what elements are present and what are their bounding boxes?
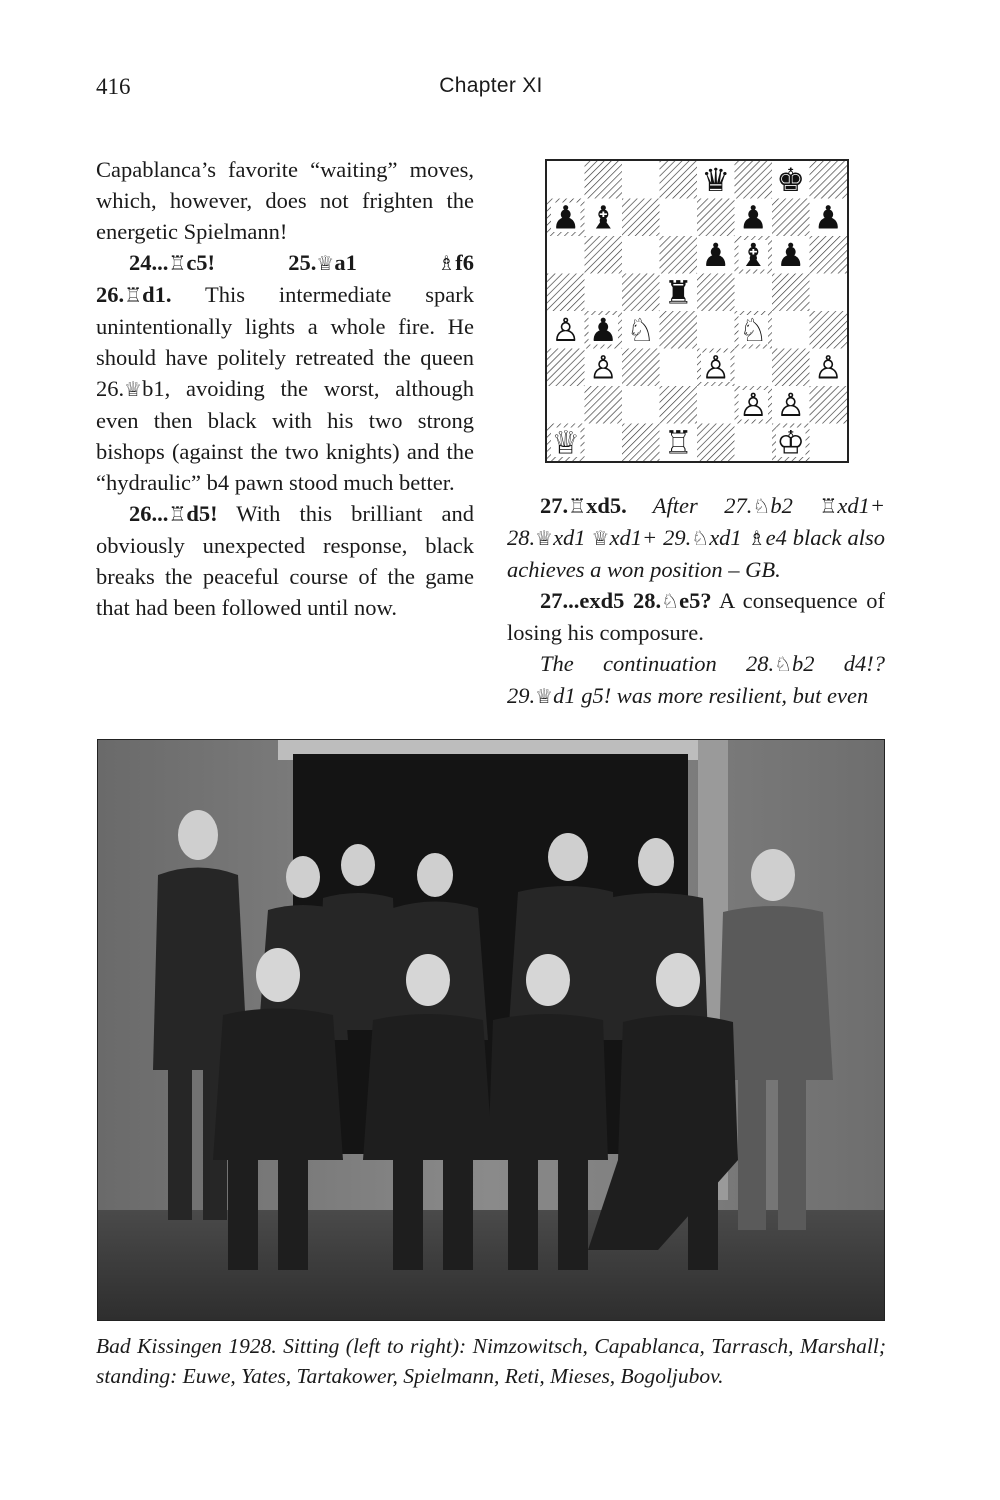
dark-square (772, 274, 810, 312)
rook-figurine-icon: ♖ (819, 494, 838, 518)
black-pawn-icon: ♟ (551, 198, 581, 237)
annotation-text: xd1+ 28. (507, 493, 885, 550)
move-square: a1 (334, 250, 357, 275)
black-pawn-icon: ♟ (701, 235, 731, 274)
annotation-text: d1 g5! was more resilient, but even (553, 683, 869, 708)
knight-figurine-icon: ♘ (752, 494, 771, 518)
white-pawn-icon: ♙ (551, 310, 581, 349)
paragraph (507, 585, 885, 648)
white-queen-icon: ♕ (551, 423, 581, 461)
dark-square (585, 236, 623, 274)
move-square: d1. (142, 282, 172, 307)
annotation-text: The continuation 28. (540, 651, 775, 676)
dark-square (810, 386, 848, 424)
dark-square (585, 161, 623, 199)
white-pawn-icon: ♙ (588, 348, 618, 387)
move-square: d5! (186, 501, 218, 526)
commentary-text: A consequence of losing his composure. (507, 588, 885, 645)
dark-square (697, 274, 735, 312)
light-square (735, 349, 773, 387)
dark-square (697, 199, 735, 237)
queen-figurine-icon: ♕ (124, 377, 143, 401)
annotation-text: b2 (770, 493, 820, 518)
move-number: 27. (540, 493, 569, 518)
paragraph (507, 648, 885, 712)
move-number: 26. (96, 282, 125, 307)
chapter-title: Chapter XI (439, 74, 543, 97)
white-pawn-icon: ♙ (776, 385, 806, 424)
annotation-text: e4 black also achieves a won position – GB. (507, 525, 886, 582)
rook-figurine-icon: ♖ (568, 494, 587, 518)
light-square (772, 311, 810, 349)
knight-figurine-icon: ♘ (774, 652, 793, 676)
dark-square (810, 236, 848, 274)
commentary-text: b1, avoiding the worst, although even then black with his two strong bishops (against the two knights) and the “hydraulic” b4 pawn stood much better. (96, 376, 474, 495)
move-number: 27...exd5 28. (540, 588, 662, 613)
light-square (547, 386, 585, 424)
light-square (622, 161, 660, 199)
dark-square (697, 424, 735, 462)
move-square: xd5. (586, 493, 627, 518)
queen-figurine-icon: ♕ (316, 251, 335, 275)
white-pawn-icon: ♙ (813, 348, 843, 387)
knight-figurine-icon: ♘ (691, 526, 710, 550)
dark-square (660, 311, 698, 349)
move-number: 24... (129, 250, 169, 275)
move-number: 25. (288, 250, 317, 275)
bishop-figurine-icon: ♗ (747, 526, 766, 550)
rook-figurine-icon: ♖ (168, 251, 187, 275)
queen-figurine-icon: ♕ (535, 684, 554, 708)
white-knight-icon: ♘ (738, 310, 768, 349)
paragraph: Capablanca’s favorite “waiting” moves, which, however, does not frighten the energetic Spielmann! (96, 157, 474, 244)
dark-square (810, 161, 848, 199)
rook-figurine-icon: ♖ (168, 502, 187, 526)
floor (98, 1210, 884, 1320)
page-header (96, 74, 886, 108)
left-text-column (96, 154, 474, 623)
black-bishop-icon: ♝ (738, 235, 768, 274)
annotation-text: After 27. (626, 493, 753, 518)
white-pawn-icon: ♙ (701, 348, 731, 387)
white-king-icon: ♔ (776, 423, 806, 461)
black-pawn-icon: ♟ (738, 198, 768, 237)
dark-square (622, 349, 660, 387)
light-square (585, 424, 623, 462)
commentary-text: This intermediate spark unintentionally lights a whole fire. He should have politely retreated the queen 26. (96, 282, 474, 401)
black-pawn-icon: ♟ (588, 310, 618, 349)
paragraph (96, 247, 474, 498)
dark-square (622, 199, 660, 237)
annotation-text: xd1 (709, 525, 748, 550)
dark-square (735, 161, 773, 199)
dark-square (585, 386, 623, 424)
dark-square (660, 161, 698, 199)
light-square (697, 311, 735, 349)
rook-figurine-icon: ♖ (124, 283, 143, 307)
knight-figurine-icon: ♘ (661, 589, 680, 613)
dark-square (772, 349, 810, 387)
move-square: e5? (679, 588, 712, 613)
dark-square (547, 274, 585, 312)
light-square (547, 161, 585, 199)
chess-board (547, 161, 847, 461)
bishop-figurine-icon: ♗ (437, 251, 456, 275)
dark-square (660, 236, 698, 274)
photo-caption: Bad Kissingen 1928. Sitting (left to right): Nimzowitsch, Capablanca, Tarrasch, Marshall; standing: Euwe, Yates, Tartakower, Spielmann, Reti, Mieses, Bogoljubov. (96, 1334, 886, 1388)
paragraph (507, 490, 885, 585)
light-square (547, 236, 585, 274)
light-square (585, 274, 623, 312)
black-bishop-icon: ♝ (588, 198, 618, 237)
right-text-column (507, 490, 885, 712)
dark-square (660, 386, 698, 424)
dark-square (772, 199, 810, 237)
move-square: f6 (455, 250, 475, 275)
light-square (622, 386, 660, 424)
dark-square (622, 274, 660, 312)
dark-square (547, 349, 585, 387)
light-square (735, 424, 773, 462)
queen-figurine-icon: ♕ (591, 526, 610, 550)
chess-diagram (545, 159, 849, 463)
dark-square (622, 424, 660, 462)
black-pawn-icon: ♟ (776, 235, 806, 274)
photo-illustration (98, 740, 884, 1320)
light-square (622, 236, 660, 274)
annotation-text: b2 d4!? 29. (507, 651, 885, 708)
black-rook-icon: ♜ (663, 273, 693, 312)
black-king-icon: ♚ (776, 161, 806, 199)
annotation-text: xd1 (553, 525, 592, 550)
white-rook-icon: ♖ (663, 423, 693, 461)
light-square (697, 386, 735, 424)
light-square (660, 349, 698, 387)
commentary-text: With this brilliant and obviously unexpected response, black breaks the peaceful course of the game that had been followed until now. (96, 501, 474, 620)
white-knight-icon: ♘ (626, 310, 656, 349)
light-square (810, 424, 848, 462)
light-square (735, 274, 773, 312)
dark-square (810, 311, 848, 349)
light-square (810, 274, 848, 312)
light-square (660, 199, 698, 237)
page-number: 416 (96, 74, 131, 99)
annotation-text: xd1+ 29. (609, 525, 692, 550)
white-pawn-icon: ♙ (738, 385, 768, 424)
queen-figurine-icon: ♕ (535, 526, 554, 550)
move-square: c5! (186, 250, 216, 275)
move-number: 26... (129, 501, 169, 526)
group-photo (97, 739, 885, 1321)
black-pawn-icon: ♟ (813, 198, 843, 237)
paragraph (96, 498, 474, 623)
black-queen-icon: ♛ (701, 161, 731, 199)
